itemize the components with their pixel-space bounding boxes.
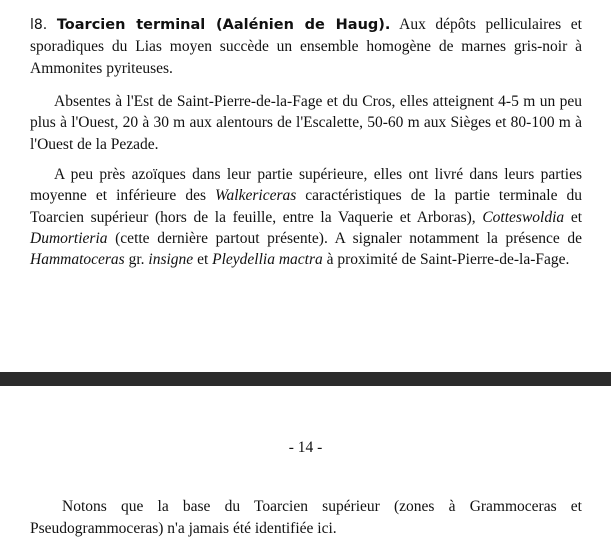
- document-page-lower: [0, 386, 611, 549]
- genus-walkericeras: Walkericeras: [215, 187, 297, 205]
- fauna-text-2: caractéristiques de la partie terminale du Toarcien supérieur (hors de la feuille, entre la Vaquerie et Arboras),: [30, 187, 582, 226]
- fauna-text-4: (cette dernière partout présente). A signaler notamment la présence de: [107, 229, 582, 247]
- fauna-text-3: et: [564, 208, 583, 226]
- paragraph-toarcien-base: Notons que la base du Toarcien supérieur (zones à Grammoceras et Pseudogrammoceras) n'a jamais été identifiée ici.: [30, 498, 582, 537]
- fauna-text-1: A peu près azoïques dans leur partie supérieure, elles ont livré dans leurs parties moyenne et inférieure des: [30, 166, 582, 205]
- genus-hammatoceras: Hammatoceras: [30, 251, 125, 269]
- species-insigne: insigne: [148, 251, 194, 269]
- section-paragraph-toarcien: [30, 14, 582, 79]
- fauna-text-5: gr.: [124, 251, 149, 269]
- section-code: l8.: [30, 17, 48, 33]
- page-break-divider: [0, 372, 611, 386]
- fauna-text-7: à proximité de Saint-Pierre-de-la-Fage.: [322, 251, 570, 269]
- fauna-text-6: et: [193, 251, 213, 269]
- genus-dumortieria: Dumortieria: [30, 229, 108, 247]
- paragraph-fauna: [30, 164, 582, 270]
- section-intro-text: Aux dépôts pelliculaires et sporadiques du Lias moyen succède un ensemble homogène de marnes gris-noir à Ammonites pyriteuses.: [30, 16, 582, 77]
- page-number: - 14 -: [288, 439, 323, 456]
- genus-cotteswoldia: Cotteswoldia: [482, 208, 565, 226]
- genus-pleydellia: Pleydellia mactra: [212, 251, 323, 269]
- section-heading: Toarcien terminal (Aalénien de Haug).: [56, 17, 391, 33]
- paragraph-thickness: Absentes à l'Est de Saint-Pierre-de-la-Fage et du Cros, elles atteignent 4-5 m un peu plus à l'Ouest, 20 à 30 m aux alentours de l'Escalette, 50-60 m aux Sièges et 80-100 m à l'Ouest de la Pezade.: [30, 93, 582, 153]
